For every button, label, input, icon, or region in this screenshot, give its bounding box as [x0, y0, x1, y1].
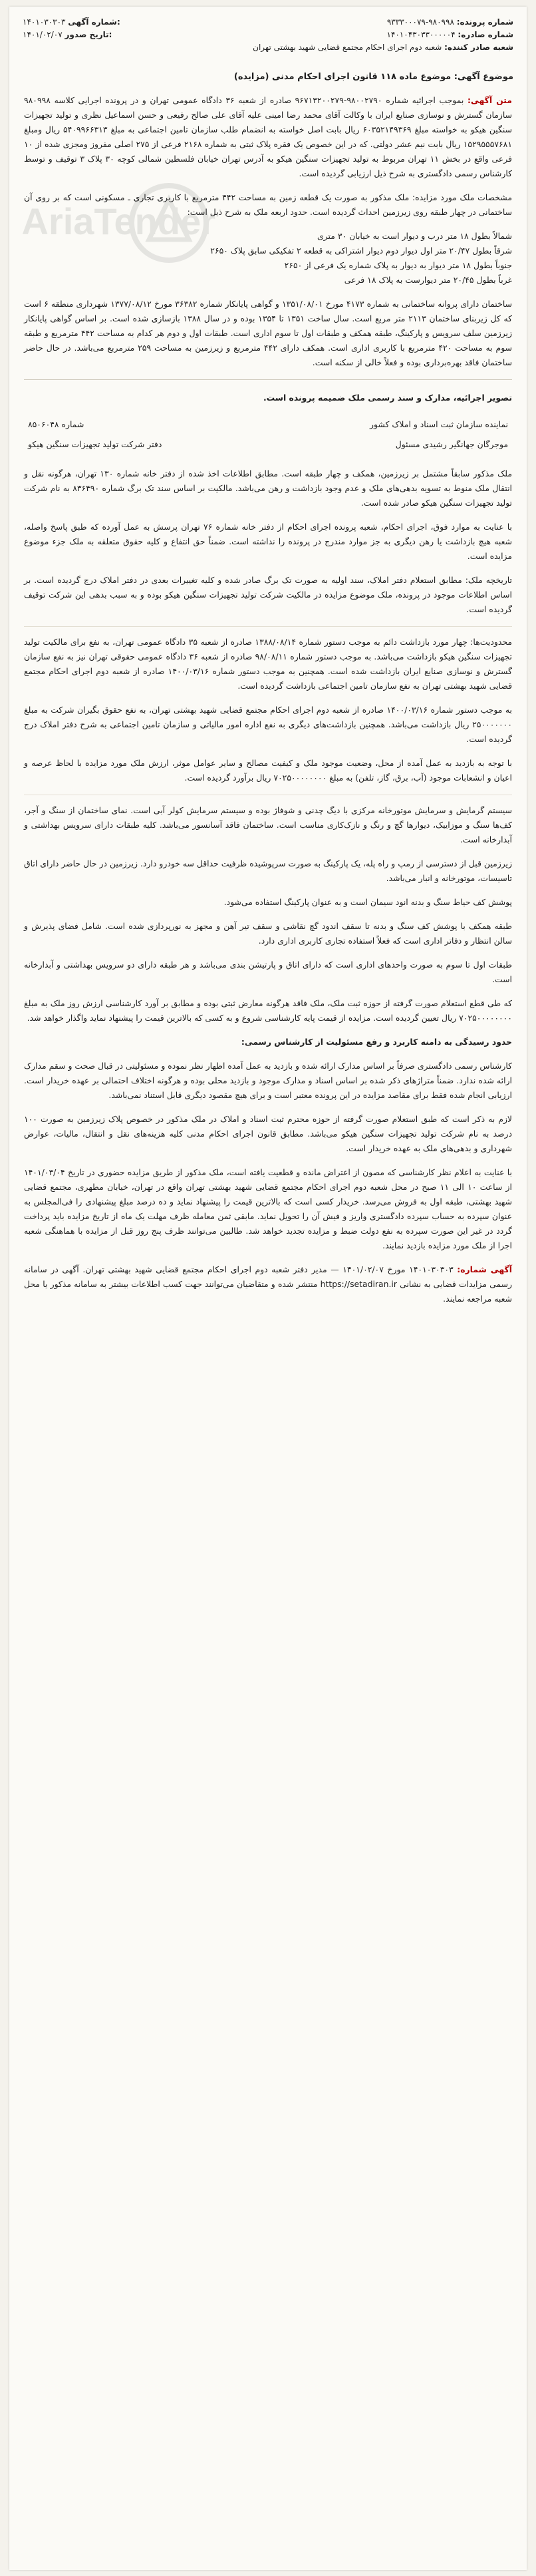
footer-paragraph	[24, 1262, 512, 1306]
notice-body	[21, 93, 513, 1316]
notice-number-label: شماره آگهی:	[68, 17, 120, 27]
issued-number-row	[253, 29, 513, 41]
signature-row	[24, 415, 512, 435]
case-number-label: شماره پرونده:	[456, 17, 513, 27]
document-page	[9, 7, 527, 2570]
footer-label: آگهی شماره:	[457, 1264, 512, 1274]
paragraph-restrictions: محدودیت‌ها: چهار مورد بازداشت دائم به موجب دستور شماره ۱۳۸۸/۰۸/۱۴ صادره از شعبه ۳۵ دادگاه عمومی تهران، به نفع برای مالکیت تولید تجهیزات سنگین هیکو بازداشت می‌باشد. به موجب دستور شماره ۹۸/۰۸/۱۱ صادره از شعبه ۳۶ دادگاه عمومی حقوقی تهران نیز به نفع سازمان گسترش و نوسازی صنایع ایران بازداشت شده است. همچنین به موجب دستور شماره ۱۴۰۰/۰۳/۱۶ صادره از شعبه دوم اجرای احکام مجتمع قضایی شهید بهشتی تهران به نفع سازمان تامین اجتماعی بازداشت گردیده است.	[24, 637, 512, 691]
issuing-branch-label: شعبه صادر کننده:	[444, 43, 513, 52]
paragraph-seizures: به موجب دستور شماره ۱۴۰۰/۰۳/۱۶ صادره از شعبه دوم اجرای احکام مجتمع قضایی شهید بهشتی تهران، به نفع حقوق بگیران شرکت به مبلغ ۲۵۰۰۰۰۰۰۰ ریال بازداشت می‌باشد. همچنین بازداشت‌های دیگری به نفع اداره امور مالیاتی و سازمان تامین اجتماعی به شرح دفتر املاک درج گردیده است.	[24, 705, 513, 744]
issue-date-value: ۱۴۰۱/۰۲/۰۷	[23, 30, 63, 39]
paragraph-valuation: با توجه به بازدید به عمل آمده از محل، وضعیت موجود ملک و کیفیت مصالح و سایر عوامل موثر، ارزش ملک مورد مزایده با لحاظ عرصه و اعیان و انشعابات موجود (آب، برق، گاز، تلفن) به مبلغ ۷۰۲۵۰۰۰۰۰۰۰۰ ریال برآورد گردیده است.	[24, 758, 512, 783]
issue-date-row	[23, 29, 120, 41]
bound-south: جنوباً بطول ۱۸ متر دیوار به دیوار به پلاک شماره یک فرعی از ۲۶۵۰	[284, 260, 512, 270]
issuing-branch-row	[253, 41, 513, 54]
document-header	[23, 16, 513, 84]
paragraph-liability-title: حدود رسیدگی به دامنه کاربرد و رفع مسئولیت از کارشناس رسمی:	[241, 1037, 512, 1047]
paragraph-auction-terms: با عنایت به اعلام نظر کارشناسی که مصون از اعتراض مانده و قطعیت یافته است، ملک مذکور از طریق مزایده حضوری در تاریخ ۱۴۰۱/۰۳/۰۴ از ساعت ۱۰ الی ۱۱ صبح در محل شعبه دوم اجرای احکام مجتمع قضایی شهید بهشتی تهران واقع در تهران، خیابان مطهری، مجتمع قضایی شهید بهشتی، طبقه اول به فروش می‌رسد. خریدار کسی است که بالاترین قیمت را پیشنهاد نماید و ده درصد مبلغ پیشنهادی را فی‌المجلس به عنوان سپرده به حساب سپرده دادگستری واریز و فیش آن را تحویل نماید. مابقی ثمن معامله ظرف مهلت یک ماه از تاریخ مزایده باید پرداخت گردد در غیر این صورت سپرده به نفع دولت ضبط و مزایده تجدید خواهد شد. طالبین می‌توانند ظرف پنج روز قبل از مزایده با هماهنگی شعبه اجرا از ملک مورد مزایده بازدید نمایند.	[24, 1167, 512, 1250]
notice-number-value: ۱۴۰۱۰۳۰۳۰۳	[23, 17, 66, 27]
footer-text: ۱۴۰۱۰۳۰۳۰۳ مورخ ۱۴۰۱/۰۲/۰۷ — مدیر دفتر شعبه دوم اجرای احکام مجتمع قضایی شهید بهشتی تهران. آگهی در سامانه رسمی مزایدات قضایی به نشانی https://setadiran.ir منتشر شده و متقاضیان می‌توانند جهت کسب اطلاعات بیشتر به سامانه مذکور یا محل شعبه مراجعه نمایند.	[24, 1264, 512, 1304]
header-left-block	[23, 16, 120, 41]
paragraph-transfer-costs: لازم به ذکر است که طبق استعلام صورت گرفته از حوزه محترم ثبت اسناد و املاک در ملک مذکور در خصوص پلاک زیرزمین به صورت ۱۰۰ درصد به نام شرکت تولید تجهیزات سنگین هیکو می‌باشد. مطابق قانون اجرای احکام مدنی کلیه هزینه‌های نقل و انتقال، مالیات، عوارض شهرداری و بدهی‌های ملک به عهده خریدار است.	[24, 1114, 512, 1153]
case-number-row	[253, 16, 513, 29]
notice-subject: موضوع آگهی: موضوع ماده ۱۱۸ قانون اجرای احکام مدنی (مزایده)	[233, 72, 513, 82]
paragraph-hvac: سیستم گرمایش و سرمایش موتورخانه مرکزی با دیگ چدنی و شوفاژ بوده و سیستم سرمایش کولر آبی است. نمای ساختمان از سنگ و آجر، کف‌ها سنگ و موزاییک، دیوارها گچ و رنگ و نازک‌کاری مناسب است. ساختمان فاقد آسانسور می‌باشد. کلیه طبقات دارای سرویس بهداشتی و آبدارخانه است.	[24, 805, 512, 844]
paragraph-liability: کارشناس رسمی دادگستری صرفاً بر اساس مدارک ارائه شده و بازدید به عمل آمده اظهار نظر نموده و مسئولیتی در قبال صحت و سقم مدارک ارائه شده ندارد. ضمناً متراژهای ذکر شده بر اساس اسناد و مدارک موجود و بازدید محلی بوده و هرگونه اختلاف احتمالی بر عهده خریدار است. ارزیابی انجام شده فقط برای مقاصد مزایده در این پرونده معتبر است و برای هیچ مقصود دیگری قابل استناد نمی‌باشد.	[24, 1061, 512, 1100]
intro-label: متن آگهی:	[467, 95, 512, 105]
issuing-branch-value: شعبه دوم اجرای احکام مجتمع قضایی شهید بهشتی تهران	[253, 43, 442, 52]
issued-number-value: ۱۴۰۱۰۴۳۰۳۳۰۰۰۰۰۴	[386, 30, 456, 39]
thin-divider	[24, 626, 512, 627]
header-right-block	[253, 16, 513, 54]
paragraph-property-description: مشخصات ملک مورد مزایده: ملک مذکور به صورت یک قطعه زمین به مساحت ۴۴۲ مترمربع با کاربری تجاری ـ مسکونی است که بر روی آن ساختمانی در چهار طبقه روی زیرزمین احداث گردیده است. حدود اربعه ملک به شرح ذیل است:	[24, 192, 512, 217]
paragraph-building-permit: ساختمان دارای پروانه ساختمانی به شماره ۴۱۷۳ مورخ ۱۳۵۱/۰۸/۰۱ و گواهی پایانکار شماره ۳۶۳۸۲ مورخ ۱۳۷۷/۰۸/۱۲ شهرداری منطقه ۶ است که کل زیربنای ساختمان ۲۱۱۳ متر مربع است. سال ساخت ۱۳۵۱ تا ۱۳۵۴ بوده و در سال ۱۳۸۸ بازسازی شده است. بر اساس گواهی پایانکار زیرزمین سلف سرویس و پارکینگ، طبقه همکف و طبقات اول تا سوم اداری است. طبقات اول و دوم هر کدام به مساحت ۴۴۲ مترمربع و طبقه سوم به مساحت ۴۲۰ مترمربع با کاربری اداری است. همکف دارای ۴۴۲ مترمربع و زیرزمین به مساحت ۲۵۹ مترمربع می‌باشد. در حال حاضر ساختمان فاقد بهره‌برداری بوده و فعلاً خالی از سکنه است.	[24, 299, 512, 367]
paragraph-upper-floors: طبقات اول تا سوم به صورت واحدهای اداری است که دارای اتاق و پارتیشن بندی می‌باشد و هر طبقه دارای دو سرویس بهداشتی و آبدارخانه است.	[24, 960, 512, 984]
signature-cell: نماینده سازمان ثبت اسناد و املاک کشور	[370, 419, 508, 429]
intro-text: بموجب اجرائیه شماره ۹۸۰۰۲۷۹۰-۹۶۷۱۳۲۰۰۲۷۹ صادره از شعبه ۳۶ دادگاه عمومی تهران و در پرونده اجرایی کلاسه ۹۸۰۹۹۸ سازمان گسترش و نوسازی صنایع ایران با وکالت آقای محمد رضا امینی علیه آقای علی صالح رفیعی و حسن اسماعیل نظری و تولید تجهیزات سنگین هیکو به خواسته مبلغ ۶۰۳۵۲۱۴۹۳۶۹ ریال بابت اصل خواسته به انضمام طلب سازمان تامین اجتماعی به مبلغ ۵۴۰۹۹۶۶۳۱۳ ریال ومبلغ ۱۵۲۹۵۵۵۷۶۸۱ ریال بابت نیم عشر دولتی. که در این خصوص یک فقره پلاک ثبتی به شماره ۲۱۶۸ فرعی از ۲۷۵ اصلی مفروز ومجزی شده از ۱۰ فرعی واقع در بخش ۱۱ تهران مربوط به تولید تجهیزات سنگین هیکو به آدرس تهران خیابان فلسطین شمالی کوچه ۳۰ پلاک ۳ توقیف و توسط کارشناس رسمی دادگستری به شرح ذیل ارزیابی گردیده است.	[24, 95, 513, 178]
paragraph-registry-inquiry: با عنایت به موارد فوق، اجرای احکام، شعبه پرونده اجرای احکام از دفتر خانه شماره ۷۶ تهران پرسش به عمل آورده که طبق پاسخ واصله، شعبه هیچ بازداشت یا رهن دیگری به جز موارد مندرج در پرونده را نداشته است. ضمناً حق انتفاع و کلیه حقوق متعلقه به ملک جزء موضوع مزایده است.	[24, 522, 512, 561]
notice-number-row	[23, 16, 120, 29]
section-divider	[24, 379, 512, 380]
signature-row	[24, 435, 512, 455]
signature-table	[24, 415, 512, 455]
paragraph-appraisal-value: که طی قطع استعلام صورت گرفته از حوزه ثبت ملک، ملک فاقد هرگونه معارض ثبتی بوده و مطابق بر آورد کارشناسی ارزش روز ملک به مبلغ ۷۰۲۵۰۰۰۰۰۰۰۰ ریال تعیین گردیده است. مزایده از قیمت پایه کارشناسی شروع و به کسی که بالاترین قیمت را پیشنهاد نماید واگذار خواهد شد.	[24, 998, 512, 1023]
watermark-text: AriaTender	[21, 200, 215, 242]
case-number-value: ۹۸۰۹۹۸-۹۳۳۳۰۰۰۷۹	[386, 17, 454, 27]
signature-cell: موجرگان جهانگیر رشیدی مسئول	[395, 439, 508, 449]
paragraph-yard: پوشش کف حیاط سنگ و بدنه انود سیمان است و به عنوان پارکینگ استفاده می‌شود.	[223, 897, 512, 907]
property-bounds-list	[24, 229, 512, 287]
section-attachments-title: تصویر اجرائیه، مدارک و سند رسمی ملک ضمیمه پرونده است.	[263, 393, 512, 403]
paragraph-ground-floor: طبقه همکف با پوشش کف سنگ و بدنه تا سقف اندود گچ نقاشی و سقف تیر آهن و مجهز به نورپردازی شده است. شامل فضای پذیرش و سالن انتظار و دفاتر اداری است که فعلاً استفاده تجاری کاربری اداری دارد.	[24, 921, 512, 946]
issued-number-label: شماره صادره:	[458, 30, 513, 39]
issue-date-label: تاریخ صدور:	[65, 30, 112, 39]
bound-east: شرقاً بطول ۲۰/۴۷ متر اول دیوار دوم دیوار اشتراکی به قطعه ۲ تفکیکی سابق پلاک ۲۶۵۰	[210, 246, 512, 256]
signature-cell: دفتر شرکت تولید تجهیزات سنگین هیکو	[28, 439, 162, 449]
signature-cell: شماره ۸۵۰۶۰۴۸	[28, 419, 84, 429]
paragraph-basement: زیرزمین قبل از دسترسی از رمپ و راه پله، یک پارکینگ به صورت سرپوشیده ظرفیت حداقل سه خودرو دارد. زیرزمین در حال حاضر دارای اتاق تاسیسات، موتورخانه و انبار می‌باشد.	[24, 858, 512, 883]
paragraph-ownership: ملک مذکور سابقاً مشتمل بر زیرزمین، همکف و چهار طبقه است. مطابق اطلاعات اخذ شده از دفتر خانه شماره ۱۳۰ تهران، هرگونه نقل و انتقال ملک منوط به تسویه بدهی‌های ملک و عدم وجود بازداشت و رهن می‌باشد. مالکیت بر اساس سند تک برگ شماره ۸۳۶۴۹۰ به نام شرکت تولید تجهیزات سنگین هیکو صادر شده است.	[24, 468, 512, 508]
paragraph-history: تاریخچه ملک: مطابق استعلام دفتر املاک، سند اولیه به صورت تک برگ صادر شده و کلیه تغییرات بعدی در دفتر املاک درج گردیده است. بر اساس اطلاعات موجود در پرونده، ملک موضوع مزایده در مالکیت شرکت تولید تجهیزات سنگین هیکو بوده و به سبب بدهی این شرکت توقیف گردیده است.	[24, 575, 512, 614]
bound-north: شمالاً بطول ۱۸ متر درب و دیوار است به خیابان ۳۰ متری	[317, 231, 512, 241]
bound-west: غرباً بطول ۲۰/۴۵ متر دیوارست به پلاک ۱۸ فرعی	[344, 275, 512, 285]
intro-paragraph	[24, 93, 512, 181]
